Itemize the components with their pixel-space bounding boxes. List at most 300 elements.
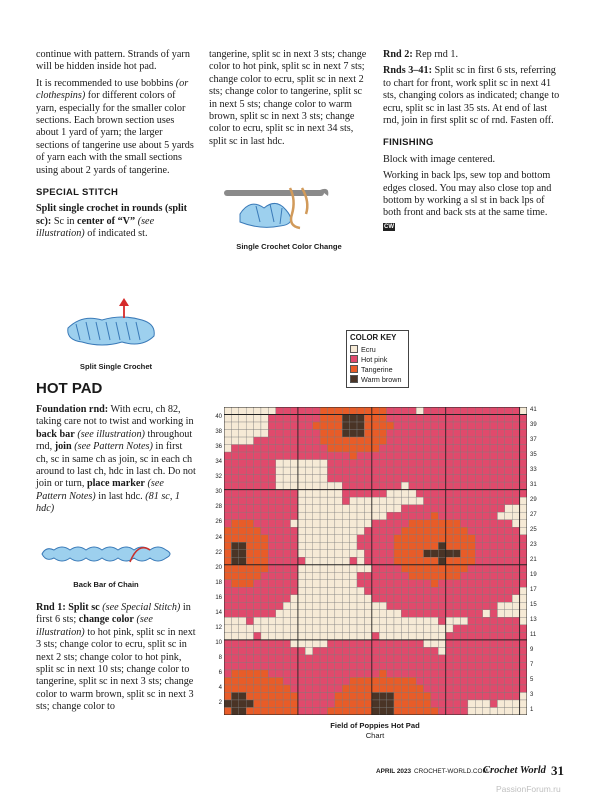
chart-cell — [394, 452, 401, 460]
chart-cell — [298, 415, 305, 423]
chart-cell — [268, 565, 275, 573]
chart-cell — [394, 580, 401, 588]
chart-cell — [320, 662, 327, 670]
chart-cell — [291, 557, 298, 565]
chart-cell — [394, 415, 401, 423]
chart-cell — [460, 580, 467, 588]
round-1-continued: tangerine, split sc in next 3 sts; change color to hot pink, split sc in next 7 sts; change color to ecru, split sc in next 2 sts; change color to tangerine, split sc in next 5 sts; change color to warm brown, split sc in next 3 sts; change color to ecru, split sc in next 34 sts, split sc in last hdc. — [209, 49, 367, 147]
row-number: 13 — [530, 617, 537, 624]
chart-cell — [291, 452, 298, 460]
chart-cell — [291, 407, 298, 415]
chart-cell — [409, 677, 416, 685]
chart-cell — [254, 422, 261, 430]
chart-cell — [364, 490, 371, 498]
chart-cell — [520, 550, 527, 558]
chart-cell — [261, 445, 268, 453]
chart-cell — [438, 512, 445, 520]
chart-cell — [372, 550, 379, 558]
chart-cell — [305, 662, 312, 670]
chart-cell — [394, 692, 401, 700]
chart-cell — [475, 662, 482, 670]
chart-cell — [497, 580, 504, 588]
chart-cell — [239, 595, 246, 603]
chart-cell — [387, 647, 394, 655]
chart-cell — [350, 512, 357, 520]
chart-cell — [239, 580, 246, 588]
chart-cell — [291, 437, 298, 445]
chart-cell — [291, 572, 298, 580]
chart-cell — [520, 707, 527, 715]
chart-cell — [246, 407, 253, 415]
chart-cell — [490, 700, 497, 708]
chart-cell — [342, 565, 349, 573]
chart-cell — [475, 655, 482, 663]
chart-cell — [231, 482, 238, 490]
chart-cell — [483, 505, 490, 513]
chart-cell — [416, 677, 423, 685]
chart-cell — [372, 527, 379, 535]
chart-cell — [424, 467, 431, 475]
row-number: 40 — [215, 414, 222, 421]
chart-cell — [327, 587, 334, 595]
chart-cell — [350, 557, 357, 565]
chart-cell — [460, 490, 467, 498]
chart-cell — [387, 602, 394, 610]
chart-cell — [350, 542, 357, 550]
chart-cell — [497, 647, 504, 655]
chart-cell — [276, 572, 283, 580]
chart-cell — [239, 685, 246, 693]
chart-cell — [438, 422, 445, 430]
chart-cell — [520, 452, 527, 460]
chart-cell — [460, 677, 467, 685]
chart-cell — [424, 587, 431, 595]
chart-cell — [342, 475, 349, 483]
chart-cell — [416, 625, 423, 633]
chart-cell — [364, 707, 371, 715]
chart-cell — [350, 602, 357, 610]
chart-cell — [320, 407, 327, 415]
rounds-3-41 — [383, 65, 561, 127]
chart-cell — [246, 692, 253, 700]
chart-cell — [335, 670, 342, 678]
chart-cell — [424, 602, 431, 610]
chart-cell — [298, 617, 305, 625]
chart-cell — [475, 445, 482, 453]
chart-cell — [512, 580, 519, 588]
watermark: PassionForum.ru — [496, 784, 561, 794]
chart-cell — [335, 595, 342, 603]
chart-cell — [424, 490, 431, 498]
chart-cell — [357, 535, 364, 543]
chart-cell — [387, 662, 394, 670]
color-change-illustration — [220, 180, 350, 236]
chart-cell — [401, 452, 408, 460]
chart-cell — [291, 670, 298, 678]
chart-cell — [475, 497, 482, 505]
chart-cell — [335, 632, 342, 640]
chart-cell — [224, 437, 231, 445]
chart-cell — [305, 595, 312, 603]
chart-cell — [505, 640, 512, 648]
chart-cell — [342, 677, 349, 685]
chart-cell — [424, 625, 431, 633]
chart-cell — [431, 580, 438, 588]
chart-cell — [372, 617, 379, 625]
chart-cell — [379, 430, 386, 438]
row-number: 18 — [215, 579, 222, 586]
chart-cell — [431, 662, 438, 670]
chart-cell — [431, 527, 438, 535]
chart-cell — [327, 595, 334, 603]
chart-cell — [460, 542, 467, 550]
chart-cell — [342, 505, 349, 513]
chart-cell — [483, 565, 490, 573]
chart-cell — [490, 505, 497, 513]
chart-cell — [497, 625, 504, 633]
chart-cell — [453, 632, 460, 640]
chart-cell — [387, 505, 394, 513]
chart-cell — [320, 580, 327, 588]
chart-cell — [357, 572, 364, 580]
chart-cell — [357, 707, 364, 715]
chart-cell — [438, 550, 445, 558]
chart-cell — [357, 580, 364, 588]
chart-cell — [224, 640, 231, 648]
chart-cell — [254, 542, 261, 550]
chart-cell — [446, 520, 453, 528]
chart-cell — [231, 415, 238, 423]
chart-cell — [446, 700, 453, 708]
chart-cell — [283, 475, 290, 483]
chart-cell — [468, 422, 475, 430]
chart-cell — [350, 497, 357, 505]
chart-cell — [424, 662, 431, 670]
chart-subtitle: Chart — [365, 731, 385, 740]
chart-cell — [342, 437, 349, 445]
chart-cell — [268, 467, 275, 475]
chart-cell — [446, 415, 453, 423]
chart-cell — [268, 670, 275, 678]
chart-cell — [438, 580, 445, 588]
special-stitch-heading: SPECIAL STITCH — [36, 187, 119, 199]
chart-cell — [372, 497, 379, 505]
chart-cell — [246, 542, 253, 550]
chart-cell — [512, 422, 519, 430]
chart-cell — [497, 572, 504, 580]
chart-cell — [497, 565, 504, 573]
chart-cell — [490, 460, 497, 468]
chart-cell — [387, 632, 394, 640]
chart-cell — [453, 482, 460, 490]
chart-cell — [424, 685, 431, 693]
chart-cell — [379, 647, 386, 655]
chart-cell — [364, 587, 371, 595]
chart-cell — [438, 520, 445, 528]
chart-cell — [298, 677, 305, 685]
chart-cell — [416, 415, 423, 423]
chart-cell — [483, 602, 490, 610]
chart-cell — [409, 415, 416, 423]
chart-cell — [424, 407, 431, 415]
chart-cell — [483, 520, 490, 528]
chart-cell — [231, 460, 238, 468]
chart-cell — [268, 685, 275, 693]
chart-cell — [231, 430, 238, 438]
chart-cell — [231, 475, 238, 483]
chart-cell — [372, 535, 379, 543]
chart-cell — [401, 460, 408, 468]
chart-cell — [298, 535, 305, 543]
chart-cell — [313, 602, 320, 610]
chart-cell — [497, 662, 504, 670]
chart-cell — [401, 602, 408, 610]
row-number: 24 — [215, 534, 222, 541]
chart-cell — [298, 647, 305, 655]
chart-cell — [291, 475, 298, 483]
chart-cell — [254, 610, 261, 618]
chart-cell — [416, 670, 423, 678]
chart-cell — [320, 550, 327, 558]
chart-cell — [416, 445, 423, 453]
chart-cell — [283, 632, 290, 640]
chart-cell — [483, 542, 490, 550]
text-run: Working in back lps, sew top and bottom edges closed. You may also close top and bottom by working a sl st in back lps of both front and back sts at the same time. — [383, 170, 552, 219]
chart-cell — [268, 580, 275, 588]
chart-cell — [468, 445, 475, 453]
chart-cell — [335, 437, 342, 445]
chart-cell — [453, 655, 460, 663]
chart-cell — [254, 512, 261, 520]
chart-cell — [283, 662, 290, 670]
chart-cell — [342, 535, 349, 543]
chart-cell — [320, 632, 327, 640]
chart-cell — [246, 580, 253, 588]
chart-cell — [438, 437, 445, 445]
chart-cell — [254, 647, 261, 655]
chart-cell — [313, 430, 320, 438]
chart-cell — [424, 550, 431, 558]
chart-cell — [505, 707, 512, 715]
chart-cell — [520, 505, 527, 513]
chart-cell — [342, 625, 349, 633]
round-1 — [36, 602, 196, 718]
chart-cell — [438, 460, 445, 468]
chart-cell — [364, 460, 371, 468]
chart-cell — [453, 670, 460, 678]
chart-cell — [505, 700, 512, 708]
chart-cell — [239, 670, 246, 678]
chart-cell — [431, 520, 438, 528]
chart-cell — [246, 670, 253, 678]
chart-cell — [416, 527, 423, 535]
chart-cell — [416, 535, 423, 543]
chart-cell — [512, 662, 519, 670]
chart-cell — [261, 595, 268, 603]
chart-cell — [357, 557, 364, 565]
chart-cell — [468, 535, 475, 543]
chart-cell — [512, 467, 519, 475]
chart-cell — [335, 700, 342, 708]
chart-cell — [475, 430, 482, 438]
chart-cell — [268, 655, 275, 663]
chart-cell — [313, 707, 320, 715]
chart-cell — [490, 422, 497, 430]
chart-cell — [246, 640, 253, 648]
chart-cell — [268, 505, 275, 513]
chart-cell — [276, 580, 283, 588]
chart-cell — [261, 647, 268, 655]
chart-cell — [483, 407, 490, 415]
chart-cell — [497, 542, 504, 550]
chart-cell — [520, 467, 527, 475]
chart-cell — [505, 467, 512, 475]
chart-cell — [283, 535, 290, 543]
chart-cell — [512, 482, 519, 490]
chart-cell — [261, 550, 268, 558]
chart-cell — [438, 707, 445, 715]
chart-cell — [497, 640, 504, 648]
chart-cell — [475, 685, 482, 693]
chart-cell — [453, 490, 460, 498]
chart-cell — [291, 415, 298, 423]
chart-cell — [320, 692, 327, 700]
chart-cell — [254, 685, 261, 693]
chart-cell — [327, 550, 334, 558]
chart-cell — [342, 520, 349, 528]
chart-cell — [446, 572, 453, 580]
text-run: in first ch, sc in same ch as join, sc in each ch around to last ch, hdc in last ch. Do not join or turn, — [36, 441, 196, 490]
chart-cell — [364, 610, 371, 618]
chart-cell — [394, 647, 401, 655]
chart-cell — [246, 527, 253, 535]
chart-cell — [305, 610, 312, 618]
chart-cell — [283, 617, 290, 625]
chart-cell — [313, 662, 320, 670]
chart-cell — [261, 475, 268, 483]
chart-cell — [372, 602, 379, 610]
chart-cell — [401, 527, 408, 535]
chart-cell — [342, 497, 349, 505]
row-number: 41 — [530, 406, 537, 413]
chart-cell — [291, 595, 298, 603]
chart-cell — [401, 445, 408, 453]
chart-cell — [313, 422, 320, 430]
chart-cell — [246, 445, 253, 453]
chart-cell — [460, 460, 467, 468]
chart-cell — [246, 490, 253, 498]
chart-cell — [313, 505, 320, 513]
chart-cell — [276, 407, 283, 415]
chart-cell — [460, 692, 467, 700]
chart-cell — [483, 647, 490, 655]
chart-cell — [254, 490, 261, 498]
chart-cell — [409, 475, 416, 483]
chart-cell — [231, 587, 238, 595]
chart-cell — [261, 557, 268, 565]
chart-cell — [313, 542, 320, 550]
chart-cell — [416, 437, 423, 445]
chart-cell — [446, 692, 453, 700]
chart-cell — [453, 685, 460, 693]
chart-cell — [520, 527, 527, 535]
chart-cell — [298, 632, 305, 640]
chart-cell — [342, 692, 349, 700]
chart-cell — [401, 505, 408, 513]
chart-cell — [416, 467, 423, 475]
chart-cell — [424, 520, 431, 528]
chart-cell — [497, 512, 504, 520]
chart-cell — [424, 460, 431, 468]
chart-cell — [350, 707, 357, 715]
chart-cell — [372, 460, 379, 468]
chart-cell — [497, 422, 504, 430]
chart-cell — [394, 565, 401, 573]
row-number: 25 — [530, 527, 537, 533]
chart-cell — [424, 632, 431, 640]
chart-cell — [261, 602, 268, 610]
row-number: 8 — [218, 654, 222, 661]
chart-cell — [327, 422, 334, 430]
chart-cell — [239, 475, 246, 483]
chart-cell — [357, 595, 364, 603]
chart-cell — [335, 452, 342, 460]
chart-cell — [305, 490, 312, 498]
chart-cell — [475, 580, 482, 588]
chart-cell — [276, 595, 283, 603]
chart-cell — [460, 655, 467, 663]
chart-cell — [320, 482, 327, 490]
chart-cell — [497, 700, 504, 708]
chart-cell — [431, 490, 438, 498]
chart-cell — [276, 490, 283, 498]
chart-cell — [512, 460, 519, 468]
chart-cell — [394, 497, 401, 505]
chart-cell — [350, 422, 357, 430]
chart-cell — [512, 535, 519, 543]
chart-cell — [342, 430, 349, 438]
color-key-item — [350, 354, 405, 364]
chart-cell — [505, 535, 512, 543]
chart-cell — [483, 707, 490, 715]
chart-cell — [468, 595, 475, 603]
chart-cell — [350, 572, 357, 580]
chart-cell — [327, 452, 334, 460]
text-run: Foundation rnd: — [36, 404, 109, 415]
chart-cell — [512, 632, 519, 640]
chart-cell — [387, 617, 394, 625]
chart-cell — [505, 625, 512, 633]
chart-cell — [468, 505, 475, 513]
chart-cell — [268, 617, 275, 625]
chart-cell — [497, 632, 504, 640]
chart-cell — [431, 422, 438, 430]
chart-cell — [468, 460, 475, 468]
chart-cell — [239, 505, 246, 513]
chart-cell — [291, 467, 298, 475]
round-2 — [383, 49, 561, 61]
chart-cell — [268, 535, 275, 543]
chart-cell — [298, 512, 305, 520]
chart-cell — [261, 535, 268, 543]
chart-cell — [520, 572, 527, 580]
chart-cell — [268, 422, 275, 430]
chart-cell — [468, 700, 475, 708]
chart-cell — [246, 520, 253, 528]
chart-cell — [505, 520, 512, 528]
chart-cell — [372, 685, 379, 693]
chart-cell — [446, 422, 453, 430]
